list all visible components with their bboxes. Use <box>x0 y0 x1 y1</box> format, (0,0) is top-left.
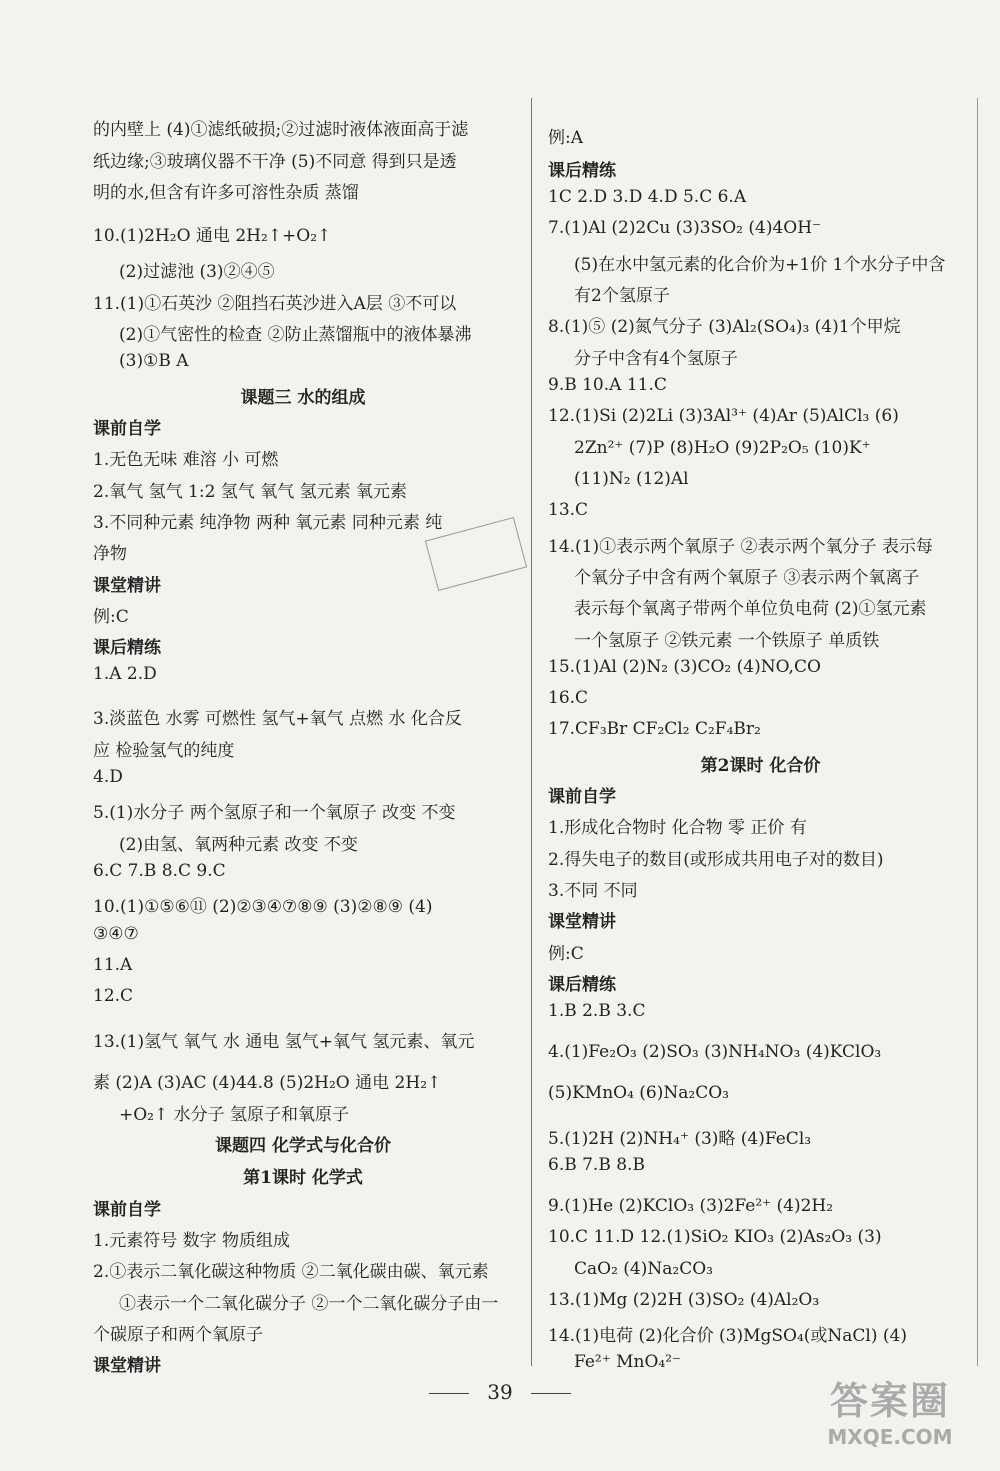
right-line: (5)KMnO₄ (6)Na₂CO₃ <box>548 1083 729 1103</box>
right-line: 例:C <box>548 944 584 964</box>
right-line: 课后精练 <box>548 161 616 181</box>
left-line: 课前自学 <box>93 1200 161 1220</box>
right-line: 5.(1)2H (2)NH₄⁺ (3)略 (4)FeCl₃ <box>548 1129 812 1149</box>
left-line: 第1课时 化学式 <box>243 1168 363 1188</box>
right-line: 表示每个氧离子带两个单位负电荷 (2)①氢元素 <box>574 599 927 619</box>
page-number: 39 <box>487 1380 513 1404</box>
left-line: 13.(1)氢气 氧气 水 通电 氢气+氧气 氢元素、氧元 <box>93 1032 475 1052</box>
left-line: ③④⑦ <box>93 924 139 944</box>
left-line: 课后精练 <box>93 638 161 658</box>
right-line: 9.(1)He (2)KClO₃ (3)2Fe²⁺ (4)2H₂ <box>548 1196 834 1216</box>
right-line: 课堂精讲 <box>548 912 616 932</box>
left-line: 课题三 水的组成 <box>240 388 366 408</box>
left-line: 10.(1)2H₂O 通电 2H₂↑+O₂↑ <box>93 226 332 246</box>
right-line: (11)N₂ (12)Al <box>574 469 689 489</box>
watermark-logo <box>810 1370 970 1449</box>
left-line: 纸边缘;③玻璃仪器不干净 (5)不同意 得到只是透 <box>93 152 457 172</box>
right-line: (5)在水中氢元素的化合价为+1价 1个水分子中含 <box>574 255 946 275</box>
left-line: 应 检验氢气的纯度 <box>93 741 235 761</box>
left-line: 净物 <box>93 544 127 564</box>
right-line: 1.B 2.B 3.C <box>548 1001 646 1021</box>
right-line: 2Zn²⁺ (7)P (8)H₂O (9)2P₂O₅ (10)K⁺ <box>574 438 871 458</box>
right-line: 课前自学 <box>548 787 616 807</box>
right-line: 第2课时 化合价 <box>700 756 821 776</box>
left-line: 课堂精讲 <box>93 1356 161 1376</box>
watermark-url: MXQE.COM <box>827 1425 953 1449</box>
left-line: 11.(1)①石英沙 ②阻挡石英沙进入A层 ③不可以 <box>93 294 457 314</box>
column-divider <box>531 98 532 1366</box>
left-line: 1.A 2.D <box>93 664 157 684</box>
right-line: Fe²⁺ MnO₄²⁻ <box>574 1352 682 1372</box>
left-line: 3.淡蓝色 水雾 可燃性 氢气+氧气 点燃 水 化合反 <box>93 709 462 729</box>
left-line: (3)①B A <box>119 351 189 371</box>
right-line: 13.(1)Mg (2)2H (3)SO₂ (4)Al₂O₃ <box>548 1290 820 1310</box>
right-line: 例:A <box>548 128 584 148</box>
left-line: 12.C <box>93 986 134 1006</box>
right-line: 有2个氢原子 <box>574 286 670 306</box>
left-line: (2)①气密性的检查 ②防止蒸馏瓶中的液体暴沸 <box>119 325 472 345</box>
left-line: 课前自学 <box>93 419 161 439</box>
left-line: 课堂精讲 <box>93 576 161 596</box>
left-line: 的内壁上 (4)①滤纸破损;②过滤时液体液面高于滤 <box>93 120 469 140</box>
footer-dash-left <box>429 1393 469 1394</box>
footer-dash-right <box>531 1393 571 1394</box>
right-line: 一个氢原子 ②铁元素 一个铁原子 单质铁 <box>574 631 880 651</box>
left-line: 课题四 化学式与化合价 <box>215 1136 391 1156</box>
left-line: 6.C 7.B 8.C 9.C <box>93 861 226 881</box>
right-line: 14.(1)①表示两个氧原子 ②表示两个氧分子 表示每 <box>548 537 933 557</box>
right-line: 3.不同 不同 <box>548 881 638 901</box>
right-line: 14.(1)电荷 (2)化合价 (3)MgSO₄(或NaCl) (4) <box>548 1326 907 1346</box>
right-line: 15.(1)Al (2)N₂ (3)CO₂ (4)NO,CO <box>548 657 821 677</box>
right-line: 4.(1)Fe₂O₃ (2)SO₃ (3)NH₄NO₃ (4)KClO₃ <box>548 1042 882 1062</box>
right-line: CaO₂ (4)Na₂CO₃ <box>574 1259 713 1279</box>
left-line: 1.无色无味 难溶 小 可燃 <box>93 450 279 470</box>
left-line: 10.(1)①⑤⑥⑪ (2)②③④⑦⑧⑨ (3)②⑧⑨ (4) <box>93 897 433 917</box>
right-line: 12.(1)Si (2)2Li (3)3Al³⁺ (4)Ar (5)AlCl₃ (6) <box>548 406 899 426</box>
watermark-text: 答案圈 <box>829 1379 950 1423</box>
left-line: 明的水,但含有许多可溶性杂质 蒸馏 <box>93 183 359 203</box>
right-line: 10.C 11.D 12.(1)SiO₂ KIO₃ (2)As₂O₃ (3) <box>548 1227 882 1247</box>
right-line: 13.C <box>548 500 589 520</box>
right-line: 2.得失电子的数目(或形成共用电子对的数目) <box>548 850 884 870</box>
left-line: 11.A <box>93 955 133 975</box>
right-line: 17.CF₃Br CF₂Cl₂ C₂F₄Br₂ <box>548 719 761 739</box>
right-line: 6.B 7.B 8.B <box>548 1155 645 1175</box>
right-line: 7.(1)Al (2)2Cu (3)3SO₂ (4)4OH⁻ <box>548 218 822 238</box>
left-line: 2.①表示二氧化碳这种物质 ②二氧化碳由碳、氧元素 <box>93 1262 489 1282</box>
left-line: (2)由氢、氧两种元素 改变 不变 <box>119 835 358 855</box>
right-line: 个氧分子中含有两个氧原子 ③表示两个氧离子 <box>574 568 920 588</box>
left-line: 5.(1)水分子 两个氢原子和一个氧原子 改变 不变 <box>93 803 456 823</box>
left-line: (2)过滤池 (3)②④⑤ <box>119 262 275 282</box>
left-line: 2.氧气 氢气 1:2 氢气 氧气 氢元素 氧元素 <box>93 482 408 502</box>
page-edge-line <box>977 98 978 1366</box>
left-line: 素 (2)A (3)AC (4)44.8 (5)2H₂O 通电 2H₂↑ <box>93 1073 442 1093</box>
right-line: 1C 2.D 3.D 4.D 5.C 6.A <box>548 187 747 207</box>
left-line: ①表示一个二氧化碳分子 ②一个二氧化碳分子由一 <box>119 1294 499 1314</box>
right-line: 1.形成化合物时 化合物 零 正价 有 <box>548 818 807 838</box>
left-line: 4.D <box>93 767 123 787</box>
left-line: 3.不同种元素 纯净物 两种 氧元素 同种元素 纯 <box>93 513 443 533</box>
left-line: 例:C <box>93 607 129 627</box>
right-line: 16.C <box>548 688 589 708</box>
right-line: 8.(1)⑤ (2)氮气分子 (3)Al₂(SO₄)₃ (4)1个甲烷 <box>548 317 901 337</box>
left-line: 个碳原子和两个氧原子 <box>93 1325 263 1345</box>
right-line: 9.B 10.A 11.C <box>548 375 667 395</box>
right-line: 课后精练 <box>548 975 616 995</box>
left-line: +O₂↑ 水分子 氢原子和氧原子 <box>119 1105 350 1125</box>
left-line: 1.元素符号 数字 物质组成 <box>93 1231 291 1251</box>
right-line: 分子中含有4个氢原子 <box>574 349 738 369</box>
